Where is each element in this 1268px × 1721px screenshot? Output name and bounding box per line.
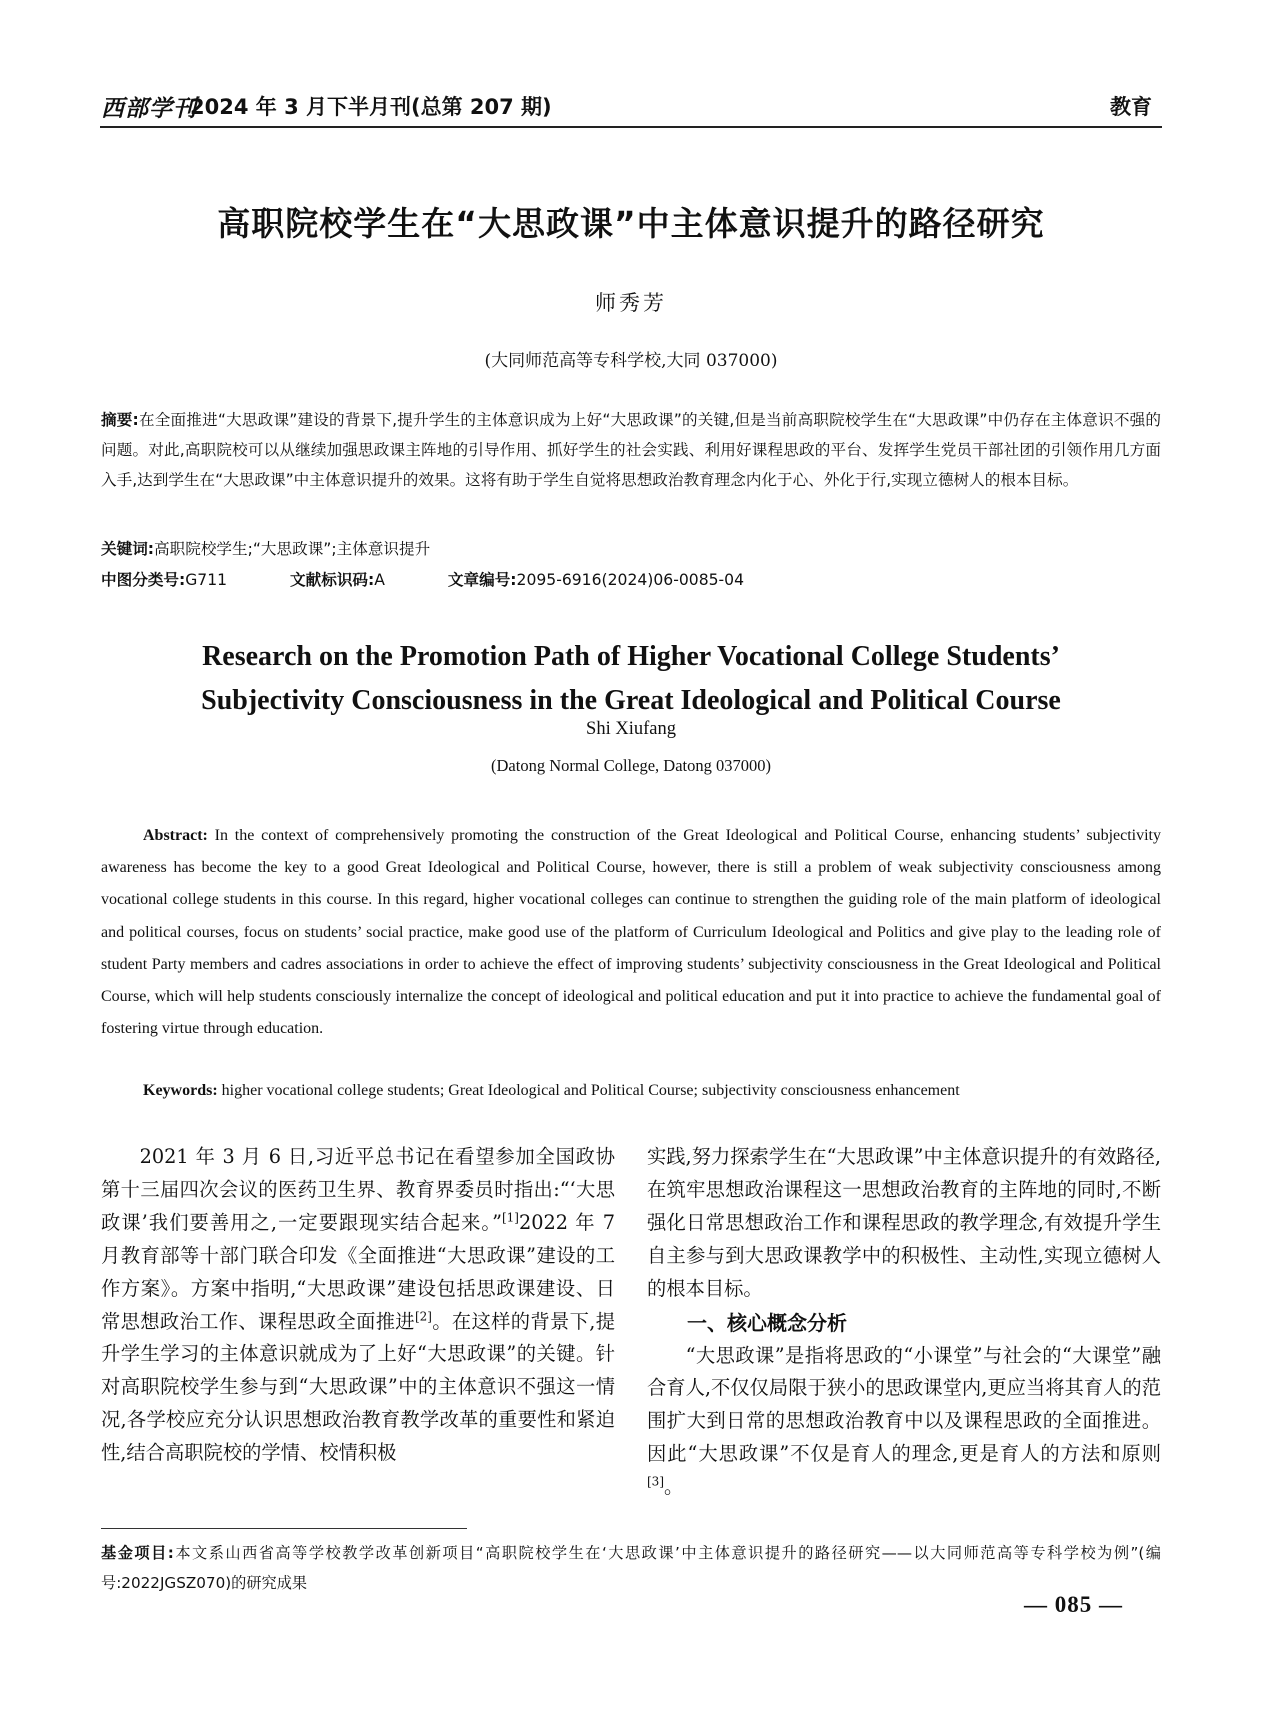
citation-ref: [2] — [414, 1309, 432, 1324]
author-zh: 师秀芳 — [595, 291, 667, 315]
keywords-en-text: higher vocational college students; Great Ideological and Political Course; subjectivity consciousness enhancement — [217, 1082, 960, 1099]
article-title-en — [100, 635, 1162, 723]
article-no-label: 文章编号: — [447, 571, 517, 589]
keywords-zh-label: 关键词: — [101, 540, 155, 558]
body-paragraph — [101, 1141, 615, 1470]
keywords-zh-text: 高职院校学生;“大思政课”;主体意识提升 — [154, 540, 431, 558]
body-column-right — [647, 1141, 1161, 1504]
clc-number — [101, 565, 227, 595]
citation-ref: [1] — [501, 1210, 519, 1225]
section-label: 教育 — [1110, 95, 1152, 119]
paragraph-text: 。 — [664, 1475, 684, 1499]
classification-line — [101, 565, 1161, 595]
article-no-value: 2095-6916(2024)06-0085-04 — [516, 571, 745, 589]
abstract-en-text: In the context of comprehensively promoting the construction of the Great Ideological and Political Course, enhancing students’ subjectivity awareness has become the key to a good Great Ideological and Political Course, however, there is still a problem of weak subjectivity consciousness among vocational college students in this course. In this regard, higher vocational colleges can continue to strengthen the guiding role of the main platform of ideological and political courses, focus on students’ social practice, make good use of the platform of Curriculum Ideological and Politics and give play to the leading role of student Party members and cadres associations in order to achieve the effect of improving students’ subjectivity consciousness in the Great Ideological and Political Course, which will help students consciously internalize the concept of ideological and political education and put it into practice to achieve the fundamental goal of fostering virtue through education. — [101, 827, 1161, 1038]
clc-label: 中图分类号: — [101, 571, 186, 589]
abstract-en-label: Abstract: — [143, 827, 208, 844]
title-en-line2: Subjectivity Consciousness in the Great Ideological and Political Course — [201, 685, 1061, 716]
footnote-label: 基金项目: — [101, 1544, 174, 1562]
abstract-zh-label: 摘要: — [101, 411, 139, 429]
doc-code-label: 文献标识码: — [290, 571, 375, 589]
footnote-text: 本文系山西省高等学校教学改革创新项目“高职院校学生在‘大思政课’中主体意识提升的路径研究——以大同师范高等专科学校为例”(编号:2022JGSZ070)的研究成果 — [101, 1544, 1161, 1592]
issue-info: 2024 年 3 月下半月刊(总第 207 期) — [190, 95, 552, 119]
body-paragraph: 实践,努力探索学生在“大思政课”中主体意识提升的有效路径,在筑牢思想政治课程这一思想政治教育的主阵地的同时,不断强化日常思想政治工作和课程思政的教学理念,有效提升学生自主参与到大思政课教学中的积极性、主动性,实现立德树人的根本目标。 — [647, 1145, 1162, 1300]
page-number: — 085 — — [1024, 1592, 1123, 1617]
paragraph-text: 2022 年 7 月教育部等十部门联合印发《全面推进“大思政课”建设的工作方案》。方案中指明,“大思政课”建设包括思政课建设、日常思想政治工作、课程思政全面推进 — [101, 1210, 615, 1333]
header-rule — [100, 126, 1162, 128]
doc-code-value: A — [374, 571, 385, 589]
abstract-en — [101, 820, 1161, 1045]
document-code — [290, 565, 385, 595]
title-en-line1: Research on the Promotion Path of Higher Vocational College Students’ — [202, 641, 1060, 672]
author-en: Shi Xiufang — [586, 719, 676, 739]
abstract-zh-text: 在全面推进“大思政课”建设的背景下,提升学生的主体意识成为上好“大思政课”的关键,但是当前高职院校学生在“大思政课”中仍存在主体意识不强的问题。对此,高职院校可以从继续加强思政课主阵地的引导作用、抓好学生的社会实践、利用好课程思政的平台、发挥学生党员干部社团的引领作用几方面入手,达到学生在“大思政课”中主体意识提升的效果。这将有助于学生自觉将思想政治教育理念内化于心、外化于行,实现立德树人的根本目标。 — [101, 411, 1161, 489]
article-title-zh: 高职院校学生在“大思政课”中主体意识提升的路径研究 — [217, 204, 1045, 243]
citation-ref: [3] — [647, 1474, 664, 1489]
body-paragraph — [647, 1340, 1161, 1505]
affiliation-zh: (大同师范高等专科学校,大同 037000) — [484, 351, 778, 371]
paragraph-text: “大思政课”是指将思政的“小课堂”与社会的“大课堂”融合育人,不仅仅局限于狭小的思政课堂内,更应当将其育人的范围扩大到日常的思想政治教育中以及课程思政的全面推进。因此“大思政课”不仅是育人的理念,更是育人的方法和原则 — [647, 1343, 1161, 1466]
affiliation-en: (Datong Normal College, Datong 037000) — [491, 756, 771, 775]
funding-footnote — [101, 1538, 1161, 1598]
clc-value: G711 — [185, 571, 228, 589]
keywords-zh — [101, 534, 1161, 564]
body-column-left — [101, 1141, 615, 1470]
article-number — [448, 565, 744, 595]
paragraph-text: 2021 年 3 月 6 日,习近平总书记在看望参加全国政协第十三届四次会议的医药卫生界、教育界委员时指出:“‘大思政课’我们要善用之,一定要跟现实结合起来。” — [101, 1145, 615, 1234]
journal-logo: 西部学刊 — [101, 95, 197, 122]
keywords-en — [143, 1075, 1163, 1107]
footnote-rule — [101, 1528, 467, 1529]
paragraph-text: 。在这样的背景下,提升学生学习的主体意识就成为了上好“大思政课”的关键。针对高职院校学生参与到“大思政课”中的主体意识不强这一情况,各学校应充分认识思想政治教育教学改革的重要性和紧迫性,结合高职院校的学情、校情积极 — [101, 1309, 615, 1465]
keywords-en-label: Keywords: — [143, 1082, 218, 1099]
abstract-zh — [101, 405, 1161, 495]
section-heading: 一、核心概念分析 — [687, 1310, 847, 1335]
